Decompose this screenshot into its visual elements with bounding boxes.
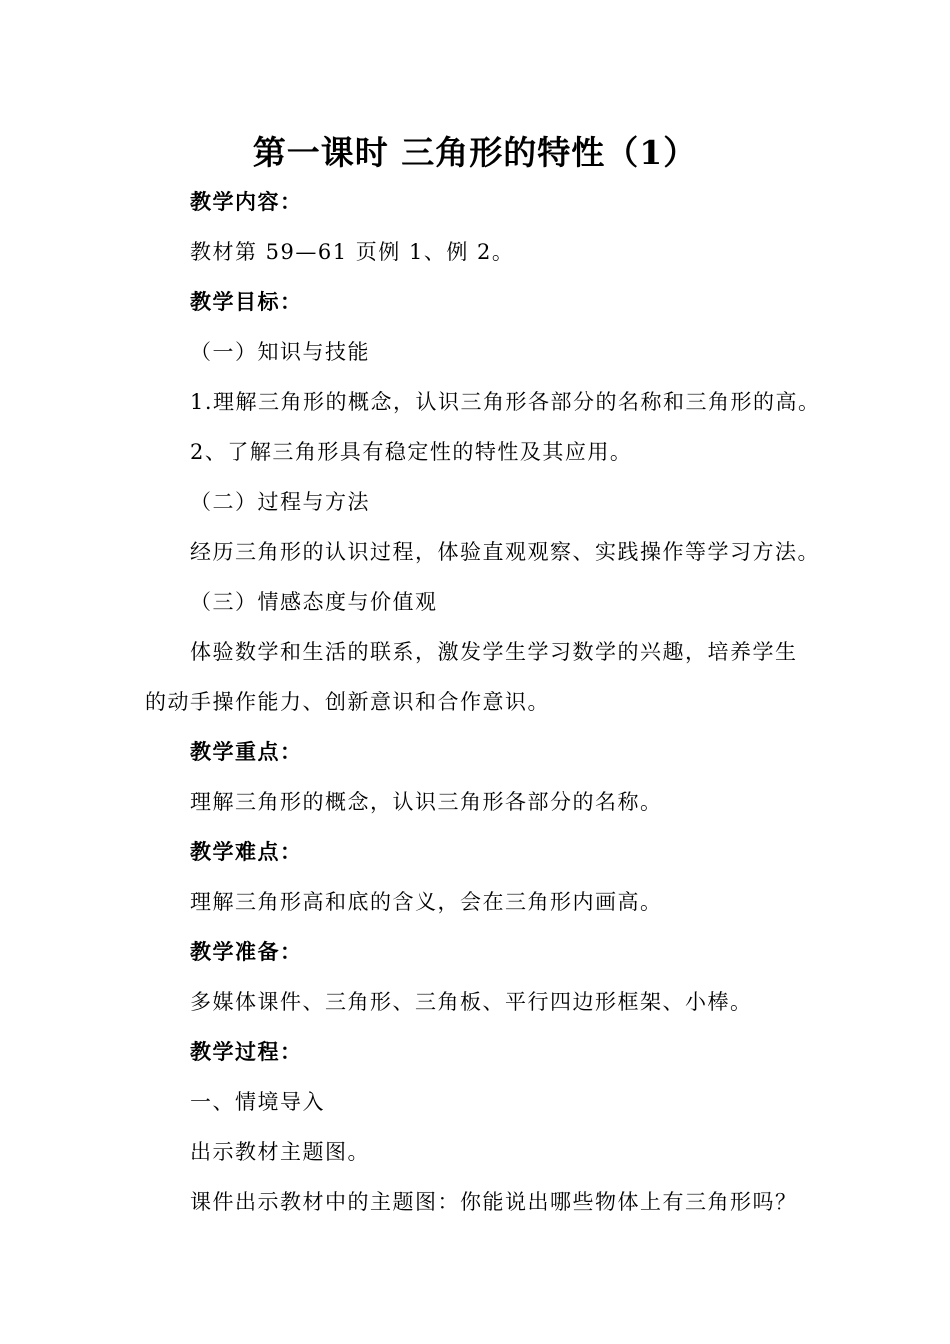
paragraph-attitude-line-1: 体验数学和生活的联系，激发学生学习数学的兴趣，培养学生 xyxy=(190,640,798,664)
subheading-knowledge-skills: （一）知识与技能 xyxy=(190,340,370,364)
paragraph-show-theme-image: 出示教材主题图。 xyxy=(190,1140,370,1164)
heading-teaching-goals: 教学目标： xyxy=(190,289,303,314)
paragraph-process: 经历三角形的认识过程，体验直观观察、实践操作等学习方法。 xyxy=(190,540,820,564)
paragraph-goal-2: 2、了解三角形具有稳定性的特性及其应用。 xyxy=(190,440,633,464)
paragraph-preparation: 多媒体课件、三角形、三角板、平行四边形框架、小棒。 xyxy=(190,990,753,1014)
paragraph-courseware-question: 课件出示教材中的主题图：你能说出哪些物体上有三角形吗？ xyxy=(190,1190,798,1214)
paragraph-key-points: 理解三角形的概念，认识三角形各部分的名称。 xyxy=(190,790,663,814)
subheading-introduction: 一、情境导入 xyxy=(190,1090,325,1114)
heading-difficulties: 教学难点： xyxy=(190,839,303,864)
paragraph-textbook-pages: 教材第 59—61 页例 1、例 2。 xyxy=(190,240,515,264)
heading-teaching-process: 教学过程： xyxy=(190,1039,303,1064)
paragraph-difficulties: 理解三角形高和底的含义，会在三角形内画高。 xyxy=(190,890,663,914)
paragraph-goal-1: 1.理解三角形的概念，认识三角形各部分的名称和三角形的高。 xyxy=(190,390,821,414)
heading-key-points: 教学重点： xyxy=(190,739,303,764)
paragraph-attitude-line-2: 的动手操作能力、创新意识和合作意识。 xyxy=(145,690,550,714)
subheading-attitude-values: （三）情感态度与价值观 xyxy=(190,590,438,614)
heading-preparation: 教学准备： xyxy=(190,939,303,964)
subheading-process-method: （二）过程与方法 xyxy=(190,490,370,514)
document-title: 第一课时 三角形的特性（1） xyxy=(252,133,698,172)
heading-teaching-content: 教学内容： xyxy=(190,189,303,214)
